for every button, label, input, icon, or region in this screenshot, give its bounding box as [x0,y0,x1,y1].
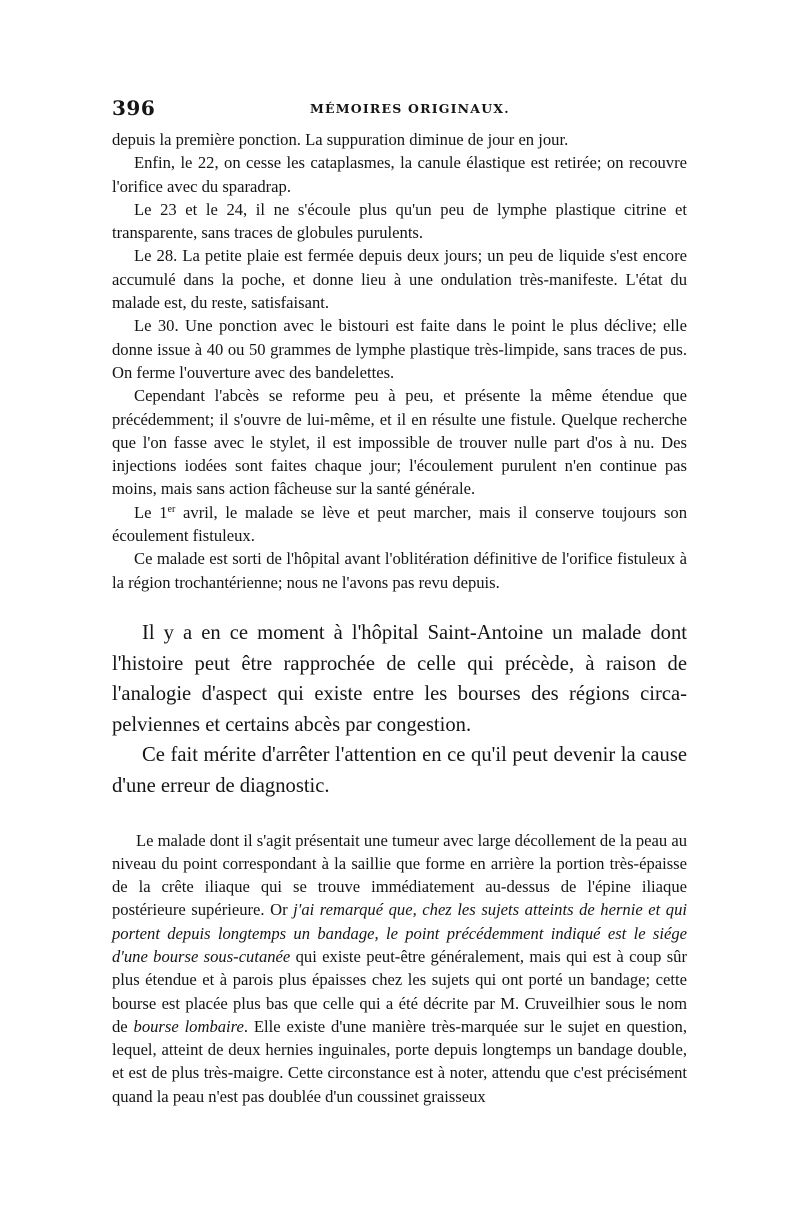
paragraph-day-30: Le 30. Une ponction avec le bistouri est faite dans le point le plus déclive; elle donne issue à 40 ou 50 grammes de lymphe plastique très-limpide, sans traces de pus. On ferme l'ouverture avec des bandelettes. [112,316,687,382]
april-text-start: Le 1 [134,502,168,522]
observation-italic-1: j'ai remarqué que, chez les sujets atteints de hernie et qui portent depuis longtemps un bandage, le point précédemment indiqué est le siége d'une bourse sous-cutanée [112,900,687,966]
running-head [112,96,687,122]
book-page [112,96,687,1108]
ordinal-superscript: er [167,503,176,515]
case-report-section [112,128,687,594]
commentary-section [112,618,687,802]
paragraph-continuation: depuis la première ponction. La suppuration diminue de jour en jour. [112,130,569,149]
paragraph-observation [112,829,687,1109]
observation-text-1: Le malade dont il s'agit présentait une tumeur avec large décollement de la peau au niveau du point correspondant à la saillie que forme en arrière la portion très-épaisse de la crête iliaque qui se trouve immédiatement au-dessus de l'épine iliaque postérieure supérieure. Or [112,830,687,920]
paragraph-fistula: Cependant l'abcès se reforme peu à peu, et présente la même étendue que précédemment; il s'ouvre de lui-même, et il en résulte une fistule. Quelque recherche que l'on fasse avec le stylet, il est impossible de trouver nulle part d'os à nu. Des injections iodées sont faites chaque jour; l'écoulement purulent n'en continue pas moins, mais sans action fâcheuse sur la santé générale. [112,386,687,499]
observation-text-2: qui existe peut-être généralement, mais qui est à coup sûr plus étendue et à parois plus épaisses chez les sujets qui ont porté un bandage; cette bourse est placée plus bas que celle qui a été décrite par M. Cruveilhier sous le nom de [112,946,687,1036]
observation-text-3: . Elle existe d'une manière très-marquée sur le sujet en question, lequel, atteint de deux hernies inguinales, porte depuis longtemps un bandage double, et est de plus très-maigre. Cette circonstance est à noter, attendu que c'est précisément quand la peau n'est pas doublée d'un coussinet graisseux [112,1016,687,1106]
paragraph-day-23-24: Le 23 et le 24, il ne s'écoule plus qu'un peu de lymphe plastique citrine et transparente, sans traces de globules purulents. [112,199,687,243]
observation-italic-2: bourse lombaire [133,1016,244,1036]
page-number: 396 [112,96,156,120]
paragraph-april [112,501,687,548]
paragraph-diagnostic-error: Ce fait mérite d'arrêter l'attention en ce qu'il peut devenir la cause d'une erreur de diagnostic. [112,744,687,797]
paragraph-saint-antoine: Il y a en ce moment à l'hôpital Saint-Antoine un malade dont l'histoire peut être rapprochée de celle qui précède, à raison de l'analogie d'aspect qui existe entre les bourses des régions circa-pelviennes et certains abcès par congestion. [112,621,687,736]
paragraph-day-22: Enfin, le 22, on cesse les cataplasmes, la canule élastique est retirée; on recouvre l'orifice avec du sparadrap. [112,153,687,196]
paragraph-day-28: Le 28. La petite plaie est fermée depuis deux jours; un peu de liquide s'est encore accumulé dans la poche, et donne lieu à une ondulation très-manifeste. L'état du malade est, du reste, satisfaisant. [112,246,687,313]
april-text-end: avril, le malade se lève et peut marcher, mais il conserve toujours son écoulement fistuleux. [112,502,687,546]
paragraph-discharge: Ce malade est sorti de l'hôpital avant l'oblitération définitive de l'orifice fistuleux à la région trochantérienne; nous ne l'avons pas revu depuis. [112,549,687,592]
running-title: MÉMOIRES ORIGINAUX. [310,101,510,116]
observation-section [112,829,687,1109]
